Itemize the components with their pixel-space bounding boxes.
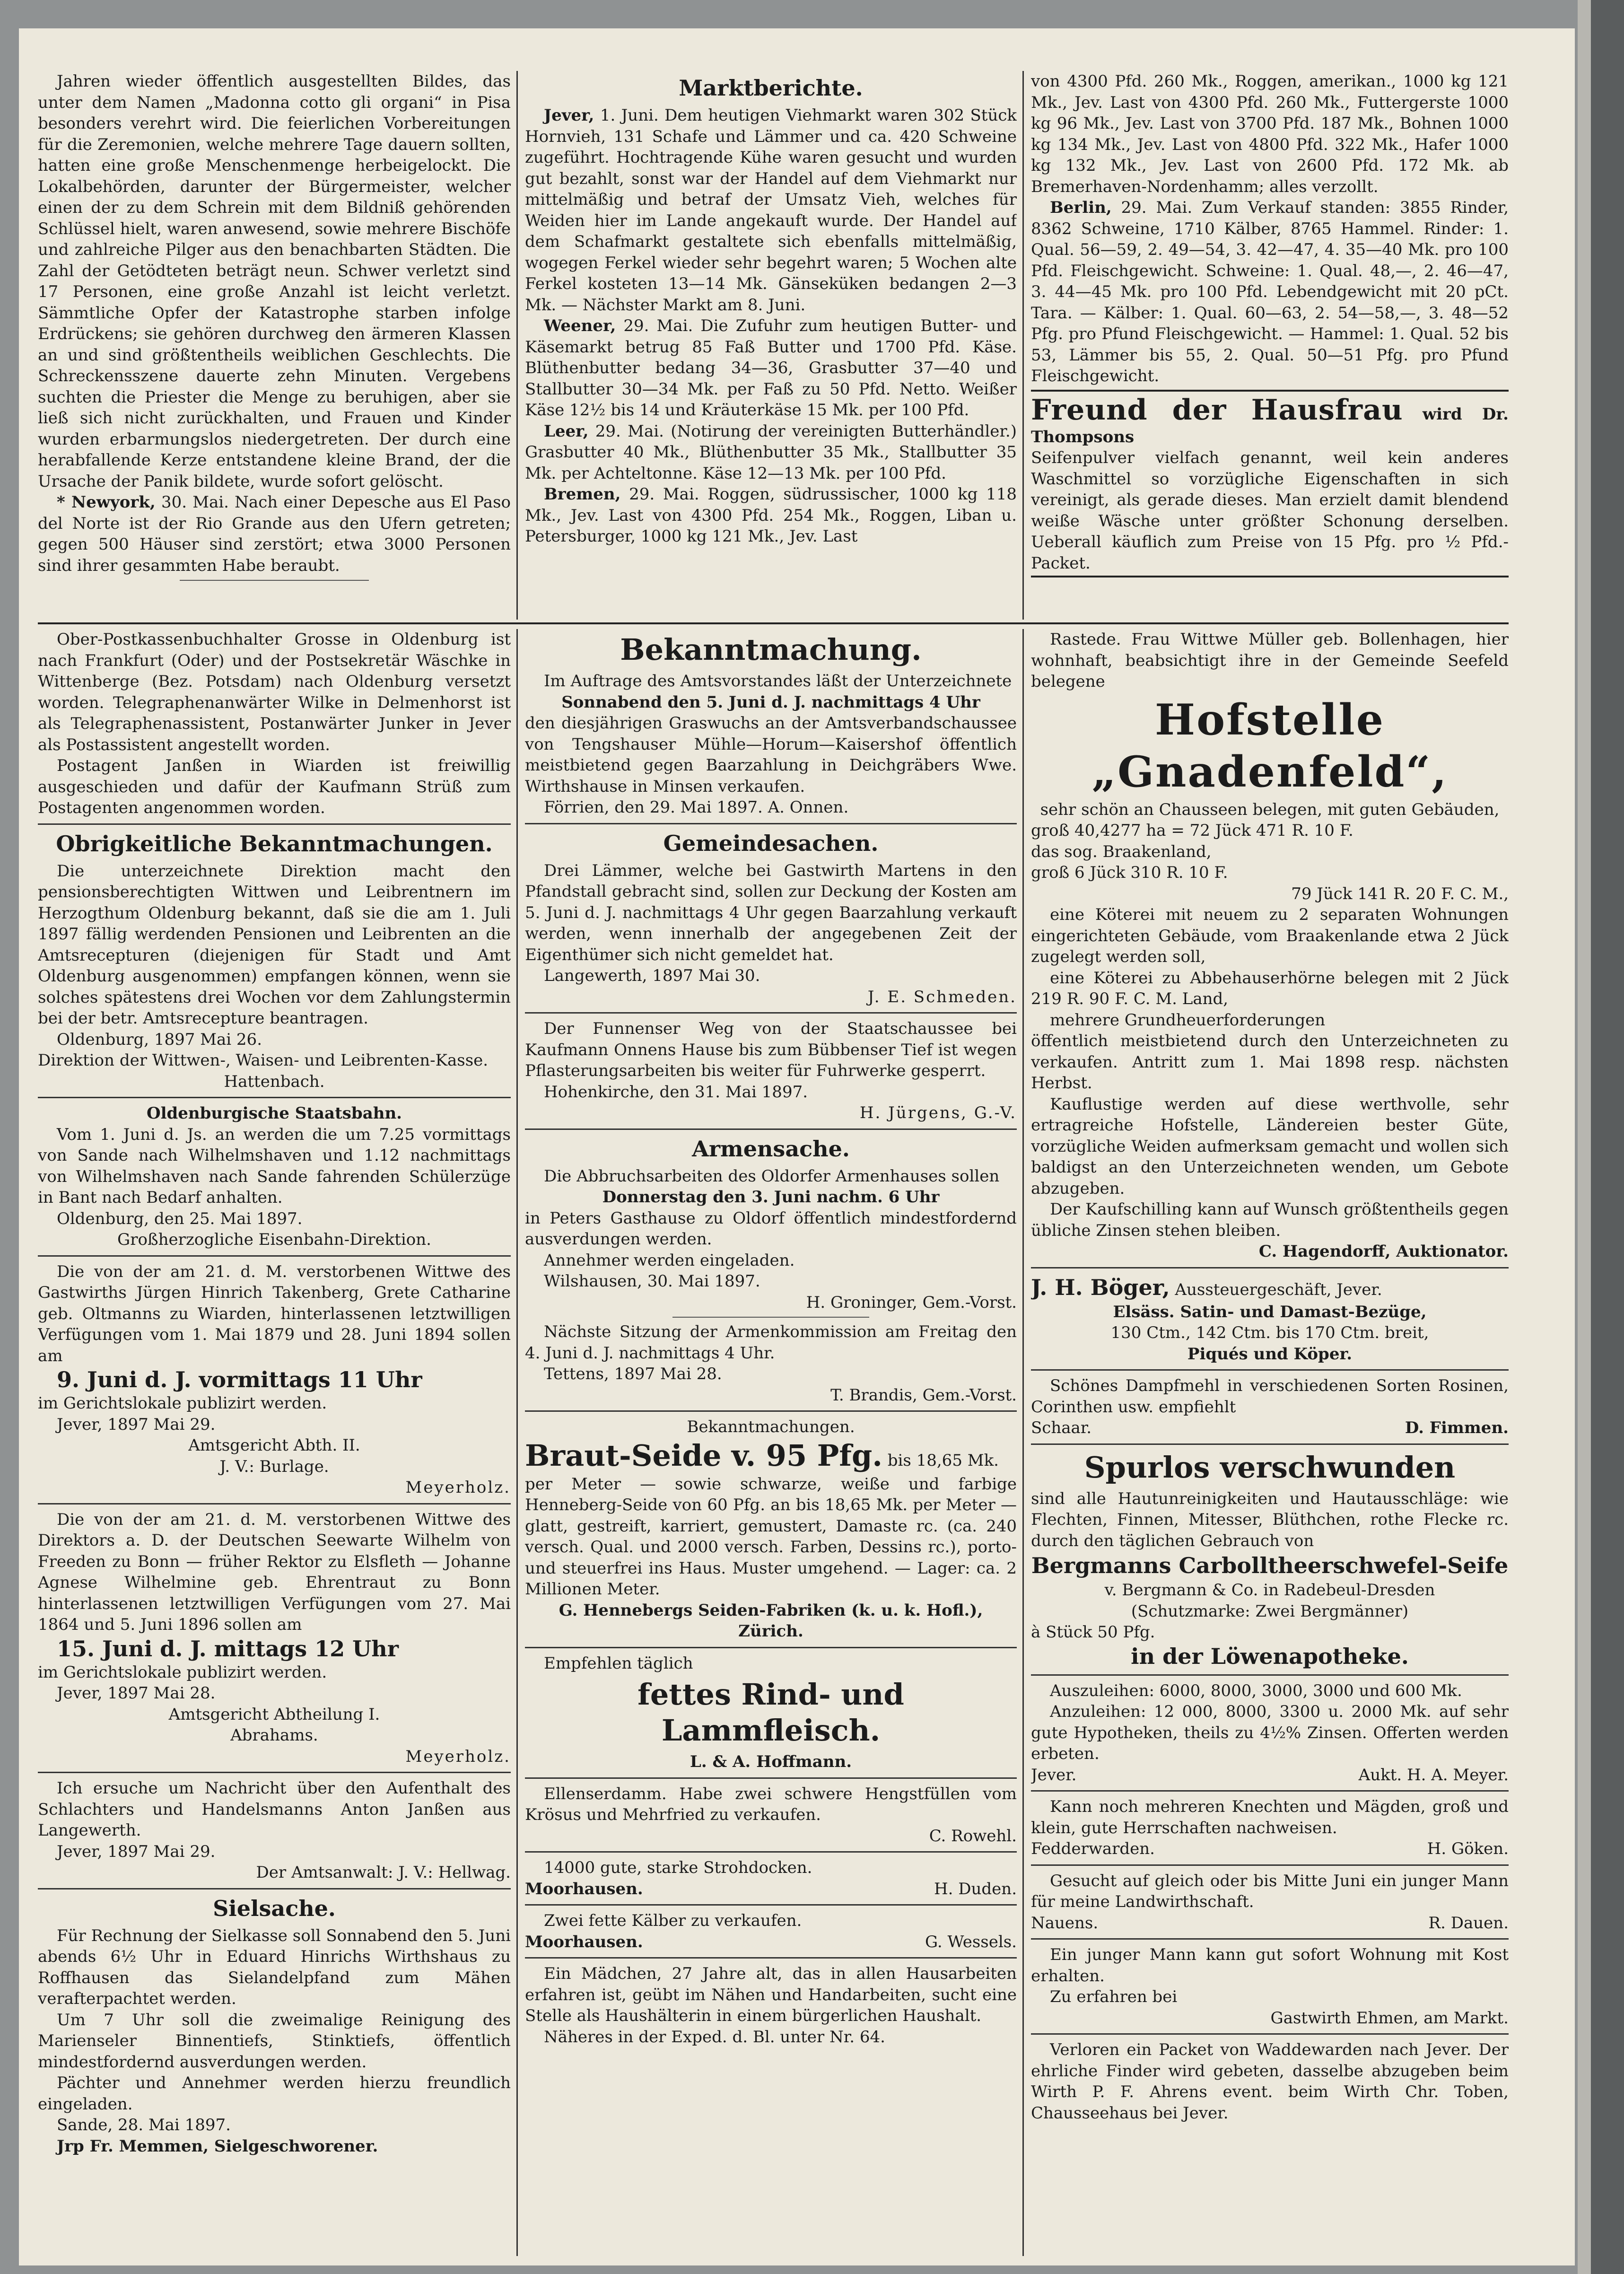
ads-title: Bekanntmachungen. <box>687 1417 855 1436</box>
spurlos-title: Spurlos verschwunden <box>1084 1450 1456 1485</box>
testament-notice-1: Die von der am 21. d. M. verstorbenen Wittwe des Gastwirths Jürgen Hinrich Takenberg, Grete Catharine geb. Oltmanns zu Wiarden, hinterlassenen letztwilligen Verfügungen vom 1. Mai 1879 und 28. Juni 1894 sollen am <box>38 1262 511 1365</box>
search-notice: Ich ersuche um Nachricht über den Aufenthalt des Schlachters und Handelsmanns Anton Janßen aus Langewerth. <box>38 1779 511 1840</box>
silk-ad-text: per Meter — sowie schwarze, weiße und farbige Henneberg-Seide von 60 Pfg. an bis 18,65 Mk. per Meter — glatt, gestreift, karriert, gemustert, Damaste rc. (ca. 240 versch. Qual. und 2000 versch. Farben, Dessins rc.), porto- und steuerfrei ins Haus. Muster umgehend. — Lager: ca. 2 Millionen Meter. <box>525 1474 1017 1599</box>
farm-name: „Gnadenfeld“, <box>1091 746 1448 797</box>
page-edge <box>1578 0 1591 2274</box>
market-bremen: Bremen, 29. Mai. Roggen, südrussischer, 1000 kg 118 Mk., Jev. Last von 4300 Pfd. 254 Mk., Roggen, Liban u. Petersburger, 1000 kg 121 Mk., Jev. Last <box>525 485 1017 546</box>
column-divider <box>516 71 518 620</box>
bottom-column-2: Bekanntmachung. Im Auftrage des Amtsvorstandes läßt der Unterzeichnete Sonnabend den 5. Juni d. J. nachmittags 4 Uhr den diesjährigen Graswuchs an der Amtsverbandschaussee von Tengshauser Mühle—Horum—Kaisershof öffentlich meistbietend gegen Baarzahlung in Deichgräbers Wwe. Wirthshause in Minsen verkaufen. Förrien, den 29. Mai 1897. A. Onnen. Gemeindesachen. Drei Lämmer, welche bei Gastwirth Martens in den Pfandstall gebracht sind, sollen zur Deckung der Kosten am 5. Juni d. J. nachmittags 4 Uhr gegen Baarzahlung verkauft werden, wenn innerhalb der angegebenen Zeit der Eigenthümer sich nicht gemeldet hat. Langewerth, 1897 Mai 30. J. E. Schmeden. Der Funnenser Weg von der Staatschaussee bei Kaufmann Onnens Hause bis zum Bübbenser Tief ist wegen Pflasterungsarbeiten bis weiter für Fuhrwerke gesperrt. Hohenkirche, den 31. Mai 1897. H. Jürgens, G.-V. Armensache. Die Abbruchsarbeiten des Oldorfer Armenhauses sollen Donnerstag den 3. Juni nachm. 6 Uhr in Peters Gasthause zu Oldorf öffentlich mindestfordernd ausverdungen werden. Annehmer werden eingeladen. Wilshausen, 30. Mai 1897. H. Groninger, Gem.-Vorst. Nächste Sitzung der Armenkommission am Freitag den 4. Juni d. J. nachmittags 4 Uhr. Tettens, 1897 Mai 28. T. Brandis, Gem.-Vorst. Bekanntmachungen. Braut-Seide v. 95 Pfg. bis 18,65 Mk. per Meter — sowie schwarze, weiße und farbige Henneberg-Seide von 60 Pfg. an bis 18,65 Mk. per Meter — glatt, gestreift, karriert, gemustert, Damaste rc. (ca. 240 versch. Qual. und 2000 versch. Farben, Dessins rc.), porto- und steuerfrei ins Haus. Muster umgehend. — Lager: ca. 2 Millionen Meter. G. Hennebergs Seiden-Fabriken (k. u. k. Hofl.), Zürich. Empfehlen täglich fettes Rind- und Lammfleisch. L. & A. Hoffmann. Ellenserdamm. Habe zwei schwere Hengstfüllen vom Krösus und Mehrfried zu verkaufen. C. Rowehl. 14000 gute, starke Strohdocken. Moorhausen. H. Duden. Zwei fette Kälber zu verkaufen. Moorhausen. G. Wessels. Ein Mädchen, 27 Jahre alt, das in allen Hausarbeiten erfahren ist, geübt im Nähen und Handarbeiten, sucht eine Stelle als Haushälterin in einem bürgerlichen Haushalt. Näheres in der Exped. d. Bl. unter Nr. 64. <box>525 632 1017 2047</box>
soap-ad-text: Seifenpulver vielfach genannt, weil kein anderes Waschmittel so vorzügliche Eigenschaften in sich vereinigt, als gerade dieses. Man erzielt damit blendend weiße Wäsche unter größter Schonung derselben. Ueberall käuflich zum Preise von 15 Pfg. pro ½ Pfd.-Packet. <box>1031 448 1509 573</box>
meat-ad-title: fettes Rind- und Lammfleisch. <box>637 1677 904 1748</box>
column-divider <box>1022 629 1024 2256</box>
article-end-rule <box>180 580 369 581</box>
municipal-title: Gemeindesachen. <box>663 830 879 856</box>
boeger-name: J. H. Böger, <box>1031 1274 1170 1300</box>
official-notices-title: Obrigkeitliche Bekanntmachungen. <box>56 831 493 857</box>
column-divider <box>516 629 518 2256</box>
lost-notice: Verloren ein Packet von Waddewarden nach Jever. Der ehrliche Finder wird gebeten, dasselbe abzugeben beim Wirth P. F. Ahrens event. beim Wirth Chr. Toben, Chausseehaus bei Jever. <box>1031 2040 1509 2123</box>
soap-ad: Freund der Hausfrau wird Dr. Thompsons Seifenpulver vielfach genannt, weil kein anderes Waschmittel so vorzügliche Eigenschaften in sich vereinigt, als gerade dieses. Man erzielt damit blendend weiße Wäsche unter größter Schonung derselben. Ueberall käuflich zum Preise von 15 Pfg. pro ½ Pfd.-Packet. <box>1031 390 1509 578</box>
market-reports-title: Marktberichte. <box>679 75 863 101</box>
binding-edge <box>1591 0 1624 2274</box>
top-column-2 <box>525 71 1017 620</box>
newyork-heading: * Newyork, <box>57 493 156 512</box>
siel-notice: Für Rechnung der Sielkasse soll Sonnabend den 5. Juni abends 6½ Uhr in Eduard Hinrichs Wirthshaus zu Roffhausen das Sielandelpfand zum Mähen verafterpachtet werden. <box>38 1926 511 2008</box>
farm-title: Hofstelle <box>1155 694 1385 745</box>
testament-notice-2: Die von der am 21. d. M. verstorbenen Wittwe des Direktors a. D. der Deutschen Seewarte Wilhelm von Freeden zu Bonn — früher Rektor zu Elsfleth — Johanne Agnese Wilhelmine geb. Ehrentraut zu Bonn hinterlassenen letztwilligen Verfügungen vom 27. Mai 1864 und 5. Juni 1896 sollen am <box>38 1510 511 1634</box>
market-jever: Jever, 1. Juni. Dem heutigen Viehmarkt waren 302 Stück Hornvieh, 131 Schafe und Lämmer und ca. 420 Schweine zugeführt. Hochtragende Kühe waren gesucht und wurden gut bezahlt, sonst war der Handel auf dem Viehmarkt nur mittelmäßig und betraf der Umsatz Vieh, welches für Weiden hier im Lande angekauft wurde. Der Handel auf dem Schafmarkt gestaltete sich ebenfalls mittelmäßig, wogegen Ferkel wieder sehr begehrt waren; 5 Wochen alte Ferkel kosteten 13—14 Mk. Gänseküken bedangen 2—3 Mk. — Nächster Markt am 8. Juni. <box>525 106 1017 315</box>
top-column-3 <box>1031 71 1509 620</box>
market-weener: Weener, 29. Mai. Die Zufuhr zum heutigen Butter- und Käsemarkt betrug 85 Faß Butter und 1700 Pfd. Käse. Blüthenbutter bedang 34—36, Grasbutter 37—40 und Stallbutter 30—34 Mk. per Faß zu 50 Pfd. Netto. Weißer Käse 12½ bis 14 und Kräuterkäse 15 Mk. per 100 Pfd. <box>525 316 1017 420</box>
newyork-article: * Newyork, 30. Mai. Nach einer Depesche aus El Paso del Norte ist der Rio Grande aus den Ufern getreten; gegen 500 Häuser sind zerstört; etwa 3000 Personen sind ihrer gesammten Habe beraubt. <box>38 493 511 575</box>
poor-relief-title: Armensache. <box>692 1136 850 1162</box>
market-bremen-cont: von 4300 Pfd. 260 Mk., Roggen, amerikan., 1000 kg 121 Mk., Jev. Last von 4300 Pfd. 260 Mk., Futtergerste 1000 kg 96 Mk., Jev. Last von 3700 Pfd. 187 Mk., Bohnen 1000 kg 134 Mk., Jev. Last von 4800 Pfd. 322 Mk., Hafer 1000 kg 132 Mk., Jev. Last von 2600 Pfd. 172 Mk. ab Bremerhaven-Nordenhamm; alles verzollt. <box>1031 72 1509 196</box>
siel-title: Sielsache. <box>213 1895 336 1921</box>
market-leer: Leer, 29. Mai. (Notirung der vereinigten Butterhändler.) Grasbutter 40 Mk., Blüthenbutter 35 Mk., Stallbutter 35 Mk. per Achteltonne. Käse 12—13 Mk. per 100 Pfd. <box>525 421 1017 483</box>
market-berlin: Berlin, 29. Mai. Zum Verkauf standen: 3855 Rinder, 8362 Schweine, 1710 Kälber, 8765 Hammel. Rinder: 1. Qual. 56—59, 2. 49—54, 3. 42—47, 4. 35—40 Mk. pro 100 Pfd. Fleischgewicht. Schweine: 1. Qual. 48,—, 2. 46—47, 3. 44—45 Mk. pro 100 Pfd. Lebendgewicht mit 20 pCt. Tara. — Kälber: 1. Qual. 60—63, 2. 54—58,—, 3. 48—52 Pfg. pro Pfund Fleischgewicht. — Hammel: 1. Qual. 52 bis 53, Lämmer bis 55, 2. Qual. 50—51 Pfg. pro Pfund Fleischgewicht. <box>1031 198 1509 385</box>
post-news: Ober-Postkassenbuchhalter Grosse in Oldenburg ist nach Frankfurt (Oder) und der Postsekretär Wäschke in Wittenberge (Bez. Potsdam) nach Oldenburg versetzt worden. Telegraphenanwärter Wilke in Delmenhorst ist als Telegraphenassistent, Postanwärter Junker in Jever als Postassistent angestellt worden. <box>38 630 511 754</box>
announcement-title: Bekanntmachung. <box>620 632 922 667</box>
column-divider <box>1022 71 1024 620</box>
railway-title: Oldenburgische Staatsbahn. <box>146 1104 402 1123</box>
bottom-column-1: Ober-Postkassenbuchhalter Grosse in Oldenburg ist nach Frankfurt (Oder) und der Postsekretär Wäschke in Wittenberge (Bez. Potsdam) nach Oldenburg versetzt worden. Telegraphenanwärter Wilke in Delmenhorst ist als Telegraphenassistent, Postanwärter Junker in Jever als Postassistent angestellt worden. Postagent Janßen in Wiarden ist freiwillig ausgeschieden und dafür der Kaufmann Strüß zum Postagenten angenommen worden. Obrigkeitliche Bekanntmachungen. Die unterzeichnete Direktion macht den pensionsberechtigten Wittwen und Leibrentnern im Herzogthum Oldenburg bekannt, daß sie die am 1. Juli 1897 fällig werdenden Pensionen und Leibrenten an die Amtsrecepturen (diejenigen für Stadt und Amt Oldenburg ausgenommen) empfangen können, wenn sie solches spätestens drei Wochen vor dem Zahlungstermin bei der betr. Amtsrecepture beantragen. Oldenburg, 1897 Mai 26. Direktion der Wittwen-, Waisen- und Leibrenten-Kasse. Hattenbach. Oldenburgische Staatsbahn. Vom 1. Juni d. Js. an werden die um 7.25 vormittags von Sande nach Wilhelmshaven und 1.12 nachmittags von Wilhelmshaven nach Sande fahrenden Schülerzüge in Bant nach Bedarf anhalten. Oldenburg, den 25. Mai 1897. Großherzogliche Eisenbahn-Direktion. Die von der am 21. d. M. verstorbenen Wittwe des Gastwirths Jürgen Hinrich Takenberg, Grete Catharine geb. Oltmanns zu Wiarden, hinterlassenen letztwilligen Verfügungen vom 1. Mai 1879 und 28. Juni 1894 sollen am 9. Juni d. J. vormittags 11 Uhr im Gerichtslokale publizirt werden. Jever, 1897 Mai 29. Amtsgericht Abth. II. J. V.: Burlage. Meyerholz. Die von der am 21. d. M. verstorbenen Wittwe des Direktors a. D. der Deutschen Seewarte Wilhelm von Freeden zu Bonn — früher Rektor zu Elsfleth — Johanne Agnese Wilhelmine geb. Ehrentraut zu Bonn hinterlassenen letztwilligen Verfügungen vom 27. Mai 1864 und 5. Juni 1896 sollen am 15. Juni d. J. mittags 12 Uhr im Gerichtslokale publizirt werden. Jever, 1897 Mai 28. Amtsgericht Abtheilung I. Abrahams. Meyerholz. Ich ersuche um Nachricht über den Aufenthalt des Schlachters und Handelsmanns Anton Janßen aus Langewerth. Jever, 1897 Mai 29. Der Amtsanwalt: J. V.: Hellwag. Sielsache. Für Rechnung der Sielkasse soll Sonnabend den 5. Juni abends 6½ Uhr in Eduard Hinrichs Wirthshaus zu Roffhausen das Sielandelpfand zum Mähen verafterpachtet werden. Um 7 Uhr soll die zweimalige Reinigung des Marienseler Binnentiefs, Stinktiefs, öffentlich mindestfordernd ausverdungen werden. Pächter und Annehmer werden hierzu freundlich eingeladen. Sande, 28. Mai 1897. Jrp Fr. Memmen, Sielgeschworener. <box>38 630 511 2156</box>
section-divider <box>38 622 1509 624</box>
bottom-column-3: Rastede. Frau Wittwe Müller geb. Bollenhagen, hier wohnhaft, beabsichtigt ihre in der Gemeinde Seefeld belegene Hofstelle „Gnadenfeld“, sehr schön an Chausseen belegen, mit guten Gebäuden, groß 40,4277 ha = 72 Jück 471 R. 10 F. das sog. Braakenland, groß 6 Jück 310 R. 10 F. 79 Jück 141 R. 20 F. C. M., eine Köterei mit neuem zu 2 separaten Wohnungen eingerichteten Gebäude, vom Braakenlande etwa 2 Jück zugelegt werden soll, eine Köterei zu Abbehauserhörne belegen mit 2 Jück 219 R. 90 F. C. M. Land, mehrere Grundheuerforderungen öffentlich meistbietend durch den Unterzeichneten zu verkaufen. Antritt zum 1. Mai 1898 resp. nächsten Herbst. Kauflustige werden auf diese werthvolle, sehr ertragreiche Hofstelle, Ländereien bester Güte, vorzügliche Weiden aufmerksam gemacht und wollen sich baldigst an den Unterzeichneten wenden, um Gebote abzugeben. Der Kaufschilling kann auf Wunsch größtentheils gegen übliche Zinsen stehen bleiben. C. Hagendorff, Auktionator. J. H. Böger, Aussteuergeschäft, Jever. Elsäss. Satin- und Damast-Bezüge, 130 Ctm., 142 Ctm. bis 170 Ctm. breit, Piqués und Köper. Schönes Dampfmehl in verschiedenen Sorten Rosinen, Corinthen usw. empfiehlt Schaar. D. Fimmen. Spurlos verschwunden sind alle Hautunreinigkeiten und Hautausschläge: wie Flechten, Finnen, Mitesser, Blüthchen, rothe Flecke rc. durch den täglichen Gebrauch von Bergmanns Carbolltheerschwefel-Seife v. Bergmann & Co. in Radebeul-Dresden (Schutzmarke: Zwei Bergmänner) à Stück 50 Pfg. in der Löwenapotheke. Auszuleihen: 6000, 8000, 3000, 3000 und 600 Mk. Anzuleihen: 12 000, 8000, 3300 u. 2000 Mk. auf sehr gute Hypotheken, theils zu 4½% Zinsen. Offerten werden erbeten. Jever. Aukt. H. A. Meyer. Kann noch mehreren Knechten und Mägden, groß und klein, gute Herrschaften nachweisen. Fedderwarden. H. Göken. Gesucht auf gleich oder bis Mitte Juni ein junger Mann für meine Landwirthschaft. Nauens. R. Dauen. Ein junger Mann kann gut sofort Wohnung mit Kost erhalten. Zu erfahren bei Gastwirth Ehmen, am Markt. Verloren ein Packet von Waddewarden nach Jever. Der ehrliche Finder wird gebeten, dasselbe abzugeben beim Wirth P. F. Ahrens event. beim Wirth Chr. Toben, Chausseehaus bei Jever. <box>1031 629 1509 2256</box>
post-news-2: Postagent Janßen in Wiarden ist freiwillig ausgeschieden und dafür der Kaufmann Strüß zum Postagenten angenommen worden. <box>38 756 511 817</box>
railway-notice: Vom 1. Juni d. Js. an werden die um 7.25 vormittags von Sande nach Wilhelmshaven und 1.12 nachmittags von Wilhelmshaven nach Sande fahrenden Schülerzüge in Bant nach Bedarf anhalten. <box>38 1125 511 1207</box>
soap-brand: Freund der Hausfrau <box>1031 393 1403 427</box>
newspaper-page <box>19 28 1575 2265</box>
top-column-1 <box>38 71 511 620</box>
pension-notice: Die unterzeichnete Direktion macht den pensionsberechtigten Wittwen und Leibrentnern im Herzogthum Oldenburg bekannt, daß sie die am 1. Juli 1897 fällig werdenden Pensionen und Leibrenten an die Amtsrecepturen (diejenigen für Stadt und Amt Oldenburg ausgenommen) empfangen können, wenn sie solches spätestens drei Wochen vor dem Zahlungstermin bei der betr. Amtsrecepture beantragen. <box>38 861 511 1028</box>
silk-ad-title: Braut-Seide v. 95 Pfg. <box>525 1438 882 1473</box>
pisa-article: Jahren wieder öffentlich ausgestellten Bildes, das unter dem Namen „Madonna cotto gli organi“ in Pisa besonders verehrt wird. Die feierlichen Vorbereitungen für die Zeremonien, welche mehrere Tage dauern sollten, hatten eine große Menschenmenge herbeigelockt. Die Lokalbehörden, darunter der Bürgermeister, welcher einen der zu dem Schrein mit dem Bildniß gehörenden Schlüssel hielt, waren anwesend, sowie mehrere Bischöfe und zahlreiche Pilger aus den benachbarten Städten. Die Zahl der Getödteten beträgt neun. Schwer verletzt sind 17 Personen, eine große Anzahl ist leicht verletzt. Sämmtliche Opfer der Katastrophe starben infolge Erdrückens; sie gehören durchweg den ärmeren Klassen an und sind größtentheils weiblichen Geschlechts. Die Schreckensszene dauerte zehn Minuten. Vergebens suchten die Priester die Menge zu beruhigen, aber sie ließ sich nicht zurückhalten, und Frauen und Kinder wurden erbarmungslos niedergetreten. Der durch eine herabfallende Kerze entstandene kleine Brand, der die Ursache der Panik bildete, wurde sofort gelöscht. <box>38 72 511 491</box>
